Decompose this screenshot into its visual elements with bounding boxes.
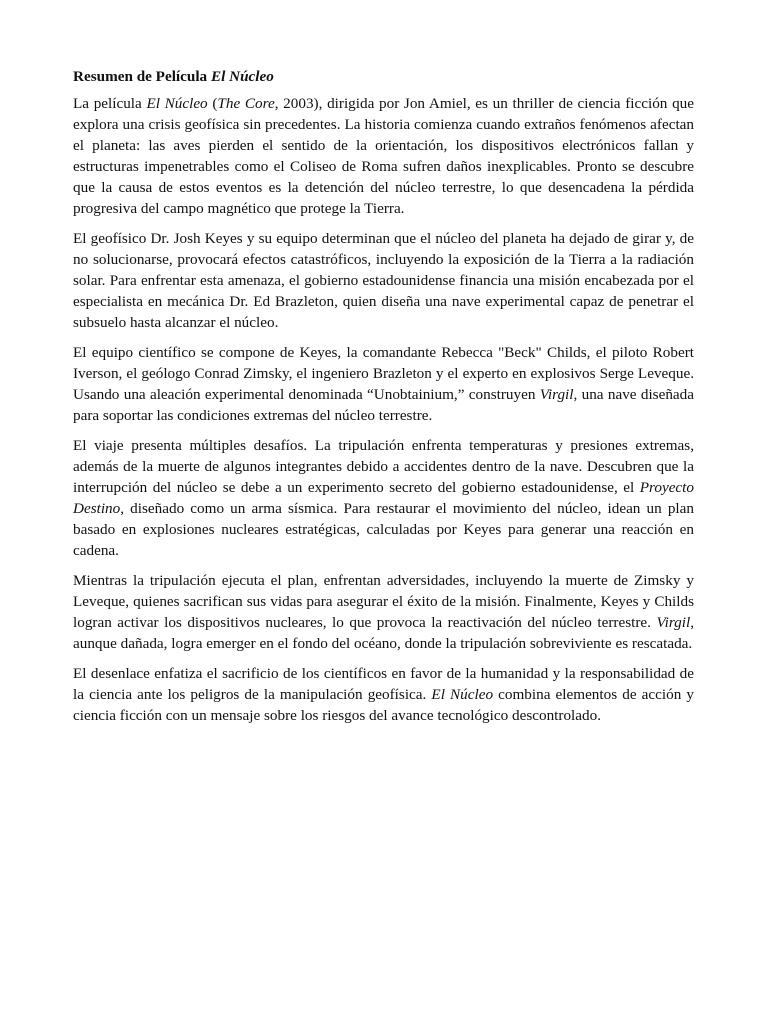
- text-segment: (: [207, 95, 218, 112]
- text-segment: , aunque dañada, logra emerger en el fondo del océano, donde la tripulación sobreviviente es rescatada.: [73, 614, 694, 652]
- body-paragraph: [73, 93, 694, 219]
- body-paragraph: [73, 570, 694, 654]
- body-paragraph: [73, 228, 694, 333]
- document-body: [73, 93, 694, 726]
- italic-text-segment: Virgil: [656, 614, 691, 631]
- text-segment: El desenlace enfatiza el sacrificio de los científicos en favor de la humanidad y la responsabilidad de la ciencia ante los peligros de la manipulación geofísica.: [73, 665, 694, 703]
- text-segment: Mientras la tripulación ejecuta el plan, enfrentan adversidades, incluyendo la muerte de Zimsky y Leveque, quienes sacrifican sus vidas para asegurar el éxito de la misión. Finalmente, Keyes y Childs logran activar los dispositivos nucleares, lo que provoca la reactivación del núcleo terrestre.: [73, 572, 694, 631]
- text-segment: combina elementos de acción y ciencia ficción con un mensaje sobre los riesgos del avance tecnológico descontrolado.: [73, 686, 694, 724]
- text-segment: La película: [73, 95, 147, 112]
- body-paragraph: [73, 342, 694, 426]
- text-segment: , diseñado como un arma sísmica. Para restaurar el movimiento del núcleo, idean un plan basado en explosiones nucleares estratégicas, calculadas por Keyes para generar una reacción en cadena.: [73, 500, 694, 559]
- italic-text-segment: The Core: [217, 95, 275, 112]
- text-segment: El geofísico Dr. Josh Keyes y su equipo determinan que el núcleo del planeta ha dejado de girar y, de no solucionarse, provocará efectos catastróficos, incluyendo la exposición de la Tierra a la radiación solar. Para enfrentar esta amenaza, el gobierno estadounidense financia una misión encabezada por el especialista en mecánica Dr. Ed Brazleton, quien diseña una nave experimental capaz de penetrar el subsuelo hasta alcanzar el núcleo.: [73, 230, 694, 331]
- document-title: [73, 66, 694, 87]
- title-prefix: Resumen de Película: [73, 68, 211, 85]
- text-segment: El equipo científico se compone de Keyes, la comandante Rebecca "Beck" Childs, el piloto Robert Iverson, el geólogo Conrad Zimsky, el ingeniero Brazleton y el experto en explosivos Serge Leveque. Usando una aleación experimental denominada “Unobtainium,” construyen: [73, 344, 694, 403]
- italic-text-segment: Proyecto Destino: [73, 479, 694, 517]
- body-paragraph: [73, 663, 694, 726]
- text-segment: El viaje presenta múltiples desafíos. La tripulación enfrenta temperaturas y presiones extremas, además de la muerte de algunos integrantes debido a accidentes dentro de la nave. Descubren que la interrupción del núcleo se debe a un experimento secreto del gobierno estadounidense, el: [73, 437, 694, 496]
- document-page: [73, 66, 694, 735]
- italic-text-segment: El Núcleo: [146, 95, 208, 112]
- text-segment: , una nave diseñada para soportar las condiciones extremas del núcleo terrestre.: [73, 386, 694, 424]
- text-segment: , 2003), dirigida por Jon Amiel, es un thriller de ciencia ficción que explora una crisis geofísica sin precedentes. La historia comienza cuando extraños fenómenos afectan el planeta: las aves pierden el sentido de la orientación, los dispositivos electrónicos fallan y estructuras impenetrables como el Coliseo de Roma sufren daños inexplicables. Pronto se descubre que la causa de estos eventos es la detención del núcleo terrestre, lo que desencadena la pérdida progresiva del campo magnético que protege la Tierra.: [73, 95, 695, 217]
- body-paragraph: [73, 435, 694, 561]
- italic-text-segment: El Núcleo: [431, 686, 494, 703]
- title-film-name: El Núcleo: [210, 68, 274, 85]
- italic-text-segment: Virgil: [539, 386, 574, 403]
